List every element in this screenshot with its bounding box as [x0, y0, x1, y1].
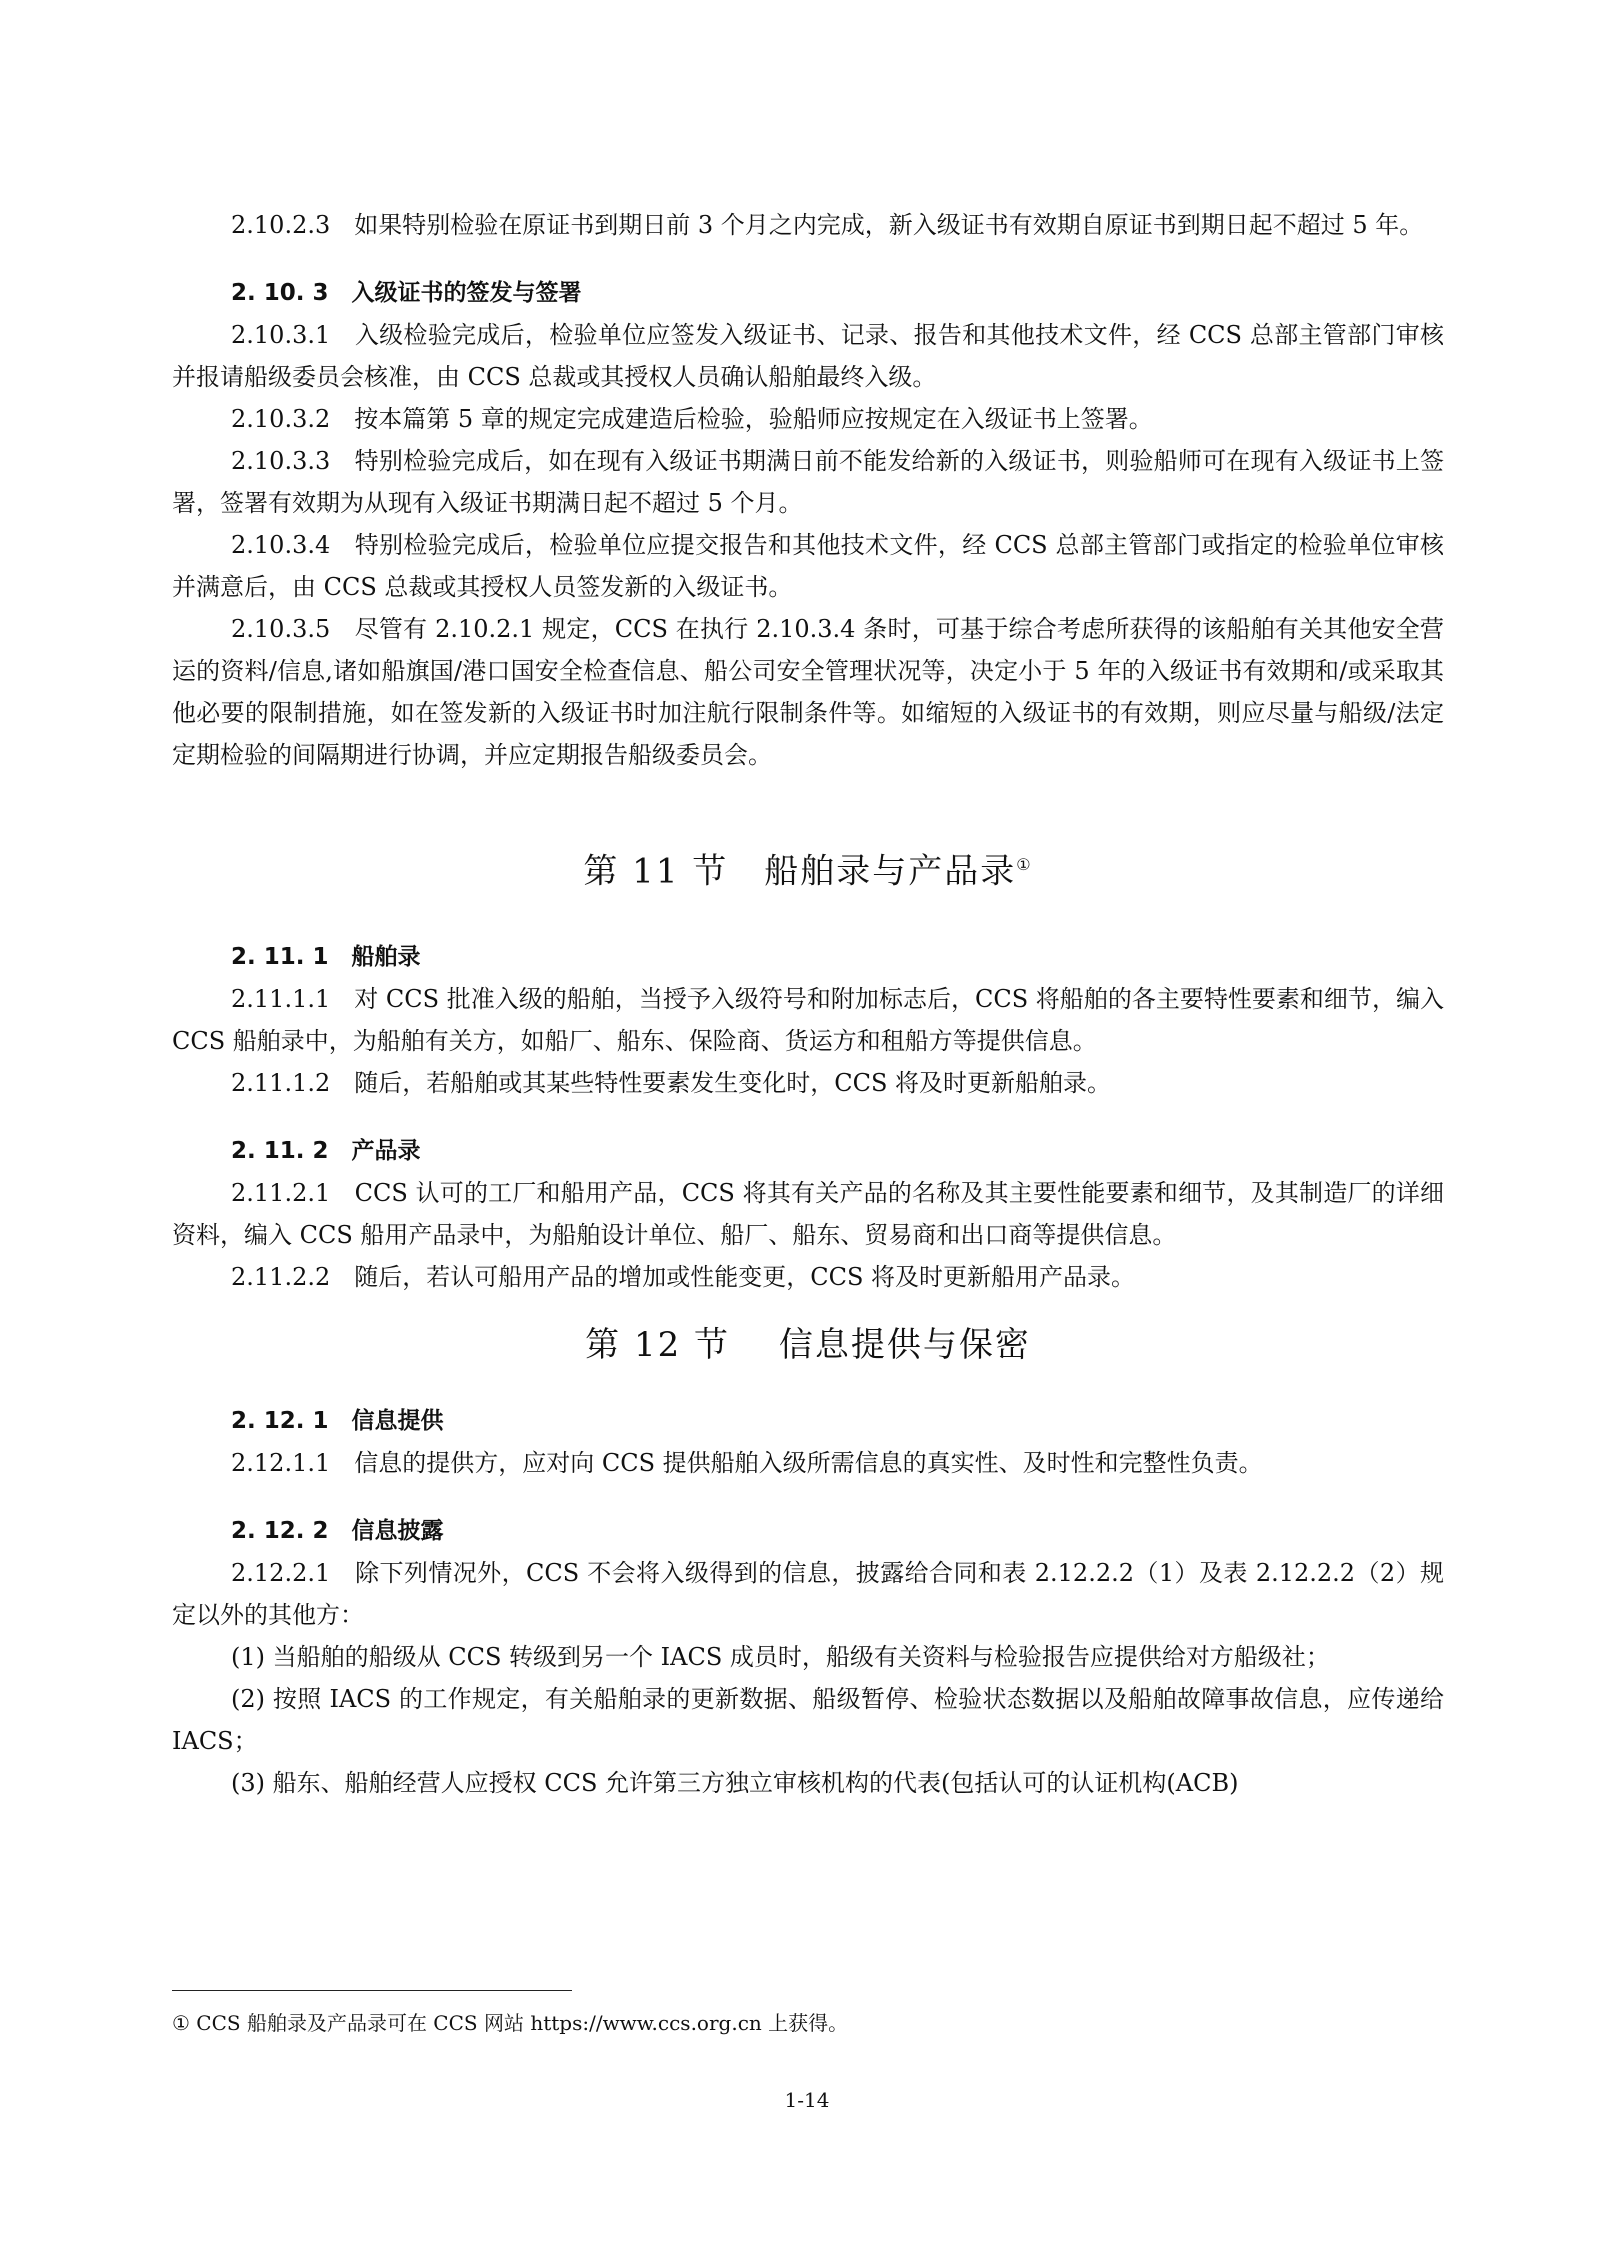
section-11-title-text: 第 11 节 船舶录与产品录 [583, 851, 1017, 892]
section-11-title [172, 840, 1444, 896]
para-2-12-1-1: 2.12.1.1 信息的提供方，应对向 CCS 提供船舶入级所需信息的真实性、及时性和完整性负责。 [231, 1449, 1263, 1478]
para-2-10-3-4: 2.10.3.4 特别检验完成后，检验单位应提交报告和其他技术文件，经 CCS 总部主管部门或指定的检验单位审核并满意后，由 CCS 总裁或其授权人员签发新的入级证书。 [172, 531, 1444, 601]
section-12-title: 第 12 节 信息提供与保密 [585, 1325, 1031, 1366]
page-number: 1-14 [784, 2088, 830, 2112]
para-2-10-3-1: 2.10.3.1 入级检验完成后，检验单位应签发入级证书、记录、报告和其他技术文件，经 CCS 总部主管部门审核并报请船级委员会核准，由 CCS 总裁或其授权人员确认船舶最终入级。 [172, 321, 1444, 391]
para-2-12-2-1: 2.12.2.1 除下列情况外，CCS 不会将入级得到的信息，披露给合同和表 2.12.2.2（1）及表 2.12.2.2（2）规定以外的其他方： [172, 1559, 1444, 1630]
para-2-11-2-2: 2.11.2.2 随后，若认可船用产品的增加或性能变更，CCS 将及时更新船用产品录。 [231, 1263, 1136, 1292]
footnote-divider [172, 1990, 572, 1991]
heading-2-11-1: 2. 11. 1 船舶录 [231, 944, 421, 971]
footnote: ① CCS 船舶录及产品录可在 CCS 网站 https://www.ccs.org.cn 上获得。 [172, 2011, 849, 2035]
para-2-10-3-3: 2.10.3.3 特别检验完成后，如在现有入级证书期满日前不能发给新的入级证书，则验船师可在现有入级证书上签署，签署有效期为从现有入级证书期满日起不超过 5 个月。 [172, 447, 1444, 517]
heading-2-12-1: 2. 12. 1 信息提供 [231, 1408, 444, 1435]
para-2-11-1-2: 2.11.1.2 随后，若船舶或其某些特性要素发生变化时，CCS 将及时更新船舶录。 [231, 1069, 1112, 1098]
list-item-1: (1) 当船舶的船级从 CCS 转级到另一个 IACS 成员时，船级有关资料与检验报告应提供给对方船级社； [231, 1643, 1330, 1672]
para-2-11-1-1: 2.11.1.1 对 CCS 批准入级的船舶，当授予入级符号和附加标志后，CCS 将船舶的各主要特性要素和细节，编入 CCS 船舶录中，为船舶有关方，如船厂、船东、保险商、货运方和租船方等提供信息。 [172, 985, 1444, 1056]
heading-2-12-2: 2. 12. 2 信息披露 [231, 1518, 444, 1545]
page-body [172, 204, 1444, 1804]
list-item-3: (3) 船东、船舶经营人应授权 CCS 允许第三方独立审核机构的代表(包括认可的认证机构(ACB) [231, 1769, 1239, 1798]
para-2-10-3-2: 2.10.3.2 按本篇第 5 章的规定完成建造后检验，验船师应按规定在入级证书上签署。 [231, 405, 1153, 433]
heading-2-10-3: 2. 10. 3 入级证书的签发与签署 [231, 280, 582, 306]
para-2-10-2-3: 2.10.2.3 如果特别检验在原证书到期日前 3 个月之内完成，新入级证书有效期自原证书到期日起不超过 5 年。 [231, 211, 1424, 239]
list-item-2: (2) 按照 IACS 的工作规定，有关船舶录的更新数据、船级暂停、检验状态数据以及船舶故障事故信息，应传递给 IACS； [172, 1685, 1444, 1756]
footnote-marker: ① [1016, 855, 1033, 874]
heading-2-11-2: 2. 11. 2 产品录 [231, 1138, 421, 1165]
para-2-11-2-1: 2.11.2.1 CCS 认可的工厂和船用产品，CCS 将其有关产品的名称及其主要性能要素和细节，及其制造厂的详细资料，编入 CCS 船用产品录中，为船舶设计单位、船厂、船东、贸易商和出口商等提供信息。 [172, 1179, 1444, 1250]
para-2-10-3-5: 2.10.3.5 尽管有 2.10.2.1 规定，CCS 在执行 2.10.3.4 条时，可基于综合考虑所获得的该船舶有关其他安全营运的资料/信息,诸如船旗国/港口国安全检查信息、船公司安全管理状况等，决定小于 5 年的入级证书有效期和/或采取其他必要的限制措施，如在签发新的入级证书时加注航行限制条件等。如缩短的入级证书的有效期，则应尽量与船级/法定定期检验的间隔期进行协调，并应定期报告船级委员会。 [172, 615, 1444, 769]
